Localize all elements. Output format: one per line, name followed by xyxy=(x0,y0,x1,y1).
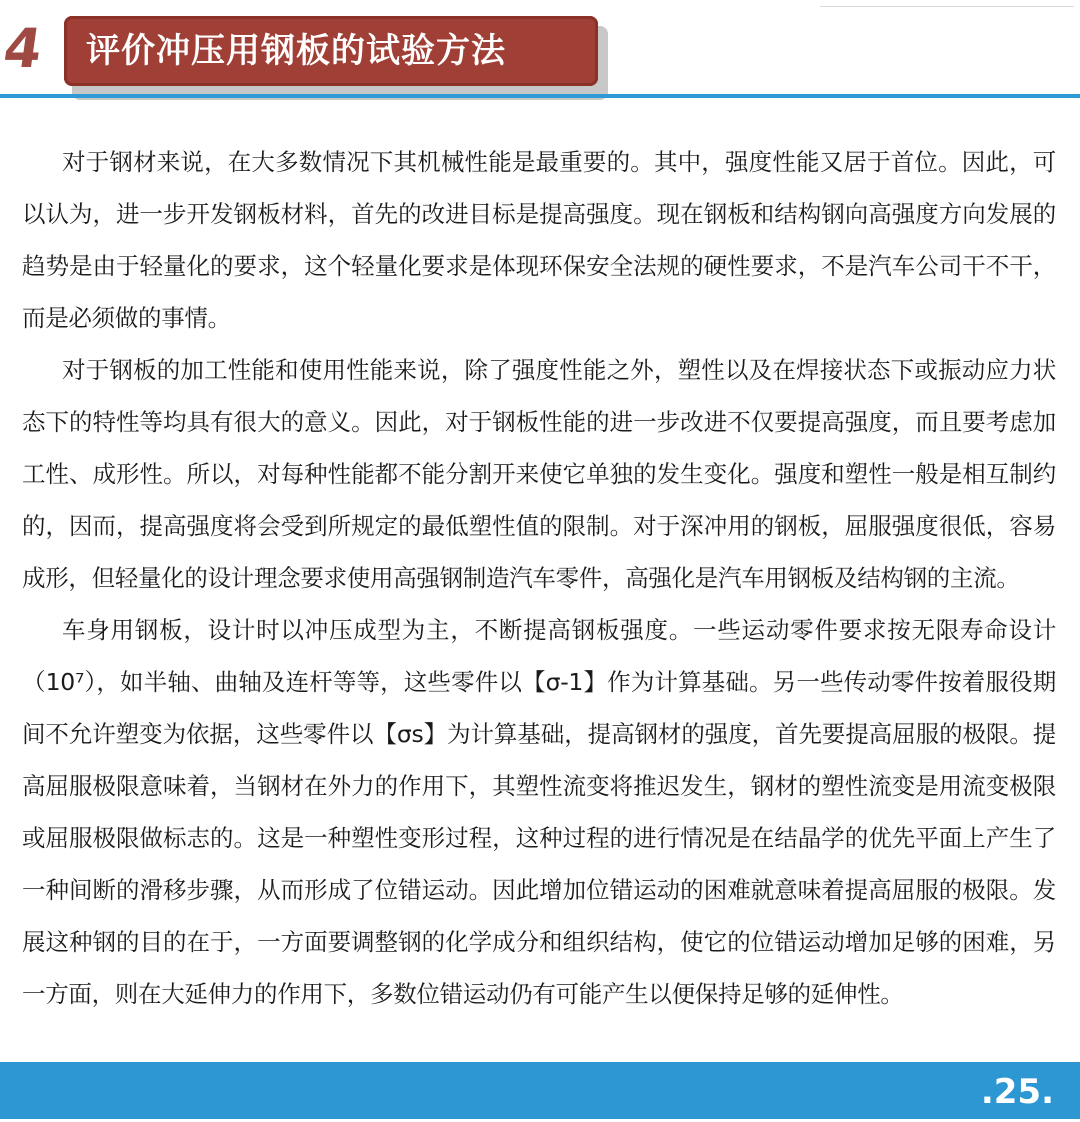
header-divider xyxy=(0,94,1080,98)
page-title: 评价冲压用钢板的试验方法 xyxy=(86,31,506,71)
paragraph-3: 车身用钢板，设计时以冲压成型为主，不断提高钢板强度。一些运动零件要求按无限寿命设计（10⁷），如半轴、曲轴及连杆等等，这些零件以【σ-1】作为计算基础。另一些传动零件按着服役期间不允许塑变为依据，这些零件以【σs】为计算基础，提高钢材的强度，首先要提高屈服的极限。提高屈服极限意味着，当钢材在外力的作用下，其塑性流变将推迟发生，钢材的塑性流变是用流变极限或屈服极限做标志的。这是一种塑性变形过程，这种过程的进行情况是在结晶学的优先平面上产生了一种间断的滑移步骤，从而形成了位错运动。因此增加位错运动的困难就意味着提高屈服的极限。发展这种钢的目的在于，一方面要调整钢的化学成分和组织结构，使它的位错运动增加足够的困难，另一方面，则在大延伸力的作用下，多数位错运动仍有可能产生以便保持足够的延伸性。 xyxy=(22,616,1056,1008)
paragraph-1: 对于钢材来说，在大多数情况下其机械性能是最重要的。其中，强度性能又居于首位。因此，可以认为，进一步开发钢板材料，首先的改进目标是提高强度。现在钢板和结构钢向高强度方向发展的趋势是由于轻量化的要求，这个轻量化要求是体现环保安全法规的硬性要求，不是汽车公司干不干，而是必须做的事情。 xyxy=(22,148,1056,332)
body-text xyxy=(22,136,1056,1020)
top-right-divider xyxy=(820,6,1074,7)
page-number: .25. xyxy=(980,1072,1054,1112)
paragraph-2: 对于钢板的加工性能和使用性能来说，除了强度性能之外，塑性以及在焊接状态下或振动应力状态下的特性等均具有很大的意义。因此，对于钢板性能的进一步改进不仅要提高强度，而且要考虑加工性、成形性。所以，对每种性能都不能分割开来使它单独的发生变化。强度和塑性一般是相互制约的，因而，提高强度将会受到所规定的最低塑性值的限制。对于深冲用的钢板，屈服强度很低，容易成形，但轻量化的设计理念要求使用高强钢制造汽车零件，高强化是汽车用钢板及结构钢的主流。 xyxy=(22,356,1056,592)
section-number: 4 xyxy=(0,17,47,80)
title-banner xyxy=(64,16,598,86)
footer-bar xyxy=(0,1062,1080,1119)
